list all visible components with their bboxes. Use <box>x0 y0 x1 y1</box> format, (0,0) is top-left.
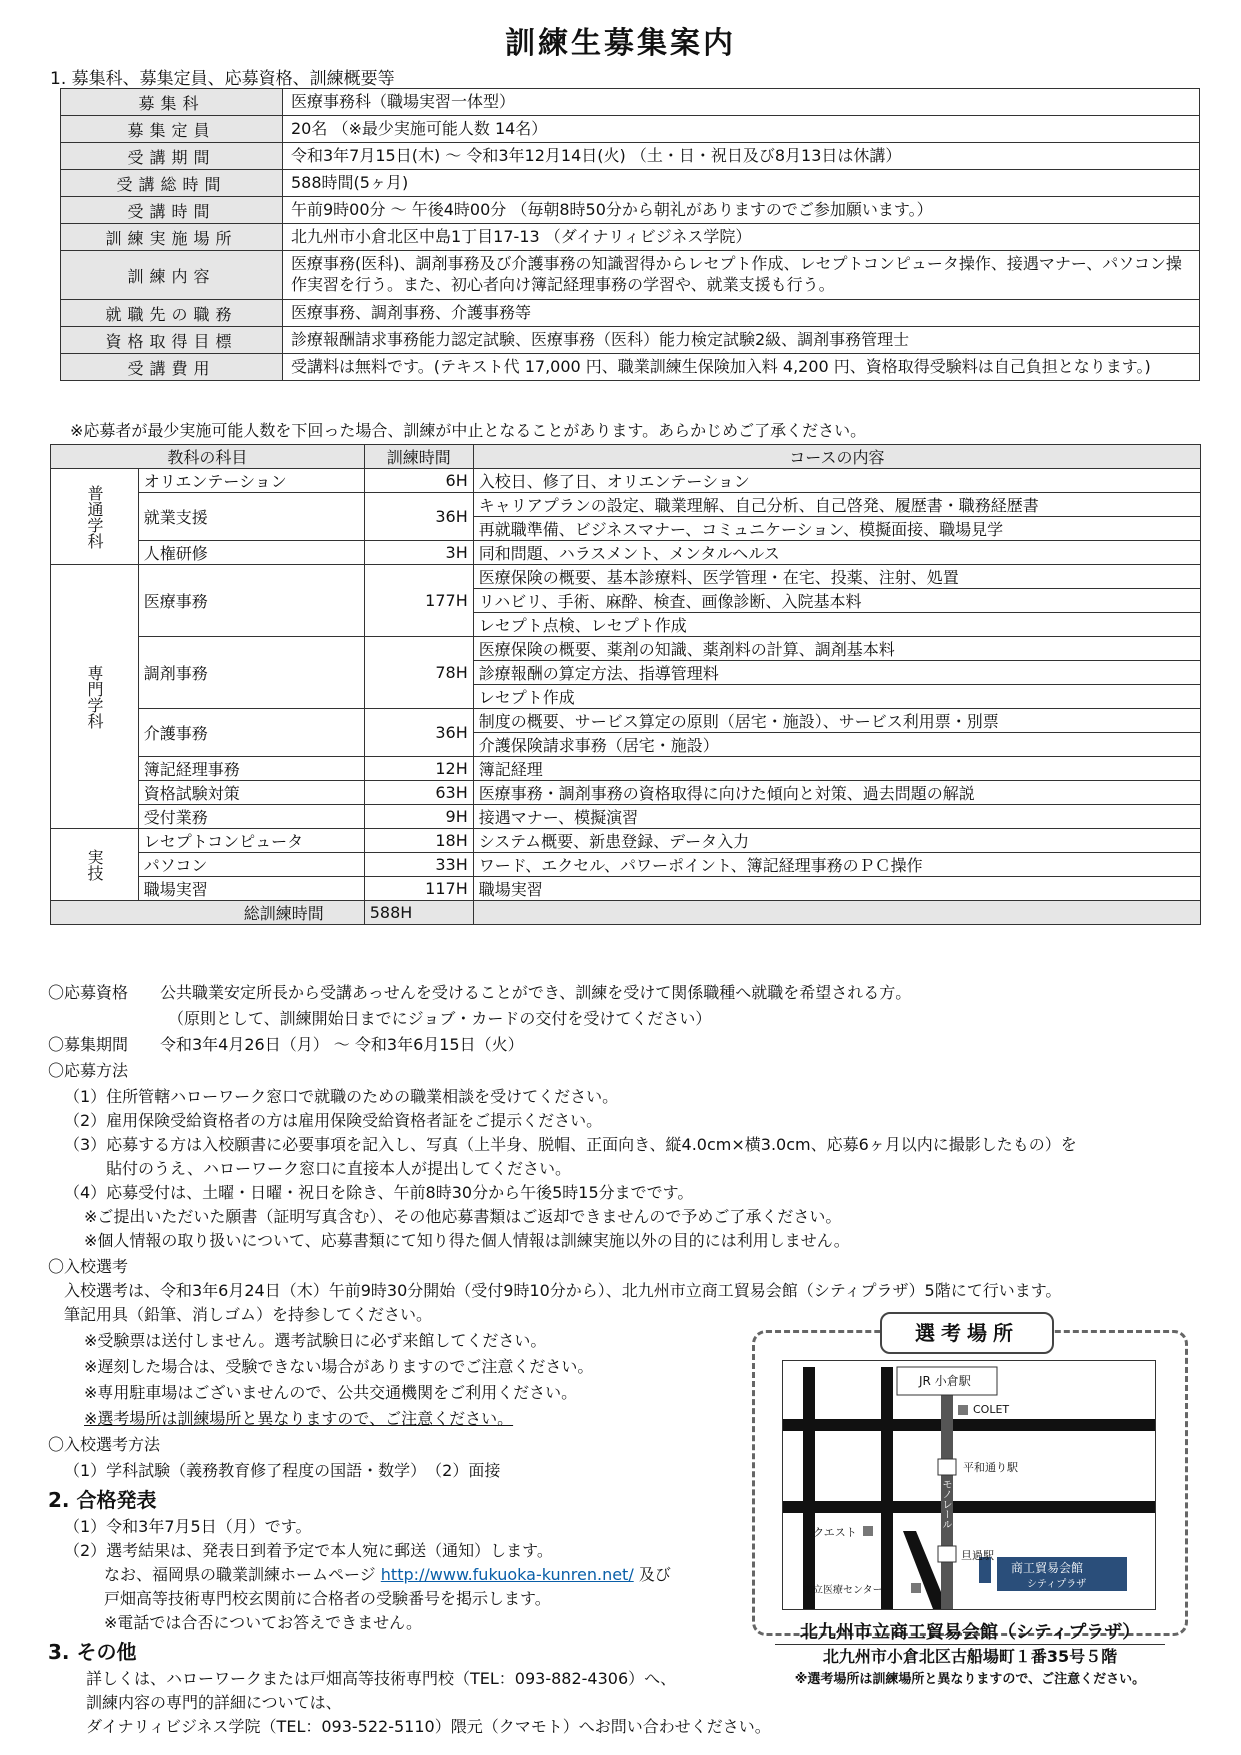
result-note: ※電話では合否についてお答えできません。 <box>104 1613 423 1632</box>
map-title: 選考場所 <box>880 1312 1054 1354</box>
qualification-line: 〇応募資格 公共職業安定所長から受講あっせんを受けることができ、訓練を受けて関係職種へ就職を希望される方。 <box>48 983 912 1002</box>
content: 同和問題、ハラスメント、メンタルヘルス <box>473 541 1200 565</box>
selection-line: 入校選考は、令和3年6月24日（木）午前9時30分開始（受付9時10分から）、北九州市立商工貿易会館（シティプラザ）5階にて行います。 <box>64 1281 1062 1300</box>
overview-value: 医療事務科（職場実習一体型） <box>283 89 1200 116</box>
content: 簿記経理 <box>473 757 1200 781</box>
result-item: 戸畑高等技術専門校玄関前に合格者の受験番号を掲示します。 <box>104 1589 551 1608</box>
curriculum-header: 訓練時間 <box>364 445 473 469</box>
venue-label: 商工貿易会館 <box>1011 1561 1084 1575</box>
heiwa-station-marker <box>938 1459 956 1475</box>
selection-method-heading: 〇入校選考方法 <box>48 1435 161 1454</box>
curriculum-header: 教科の科目 <box>51 445 365 469</box>
content: レセプト点検、レセプト作成 <box>473 613 1200 637</box>
hours: 63H <box>364 781 473 805</box>
hours: 36H <box>364 493 473 541</box>
subject: 就業支援 <box>138 493 364 541</box>
method-heading: 〇応募方法 <box>48 1061 129 1080</box>
selection-note: ※受験票は送付しません。選考試験日に必ず来館してください。 <box>84 1331 547 1350</box>
overview-key: 受講時間 <box>61 197 283 224</box>
overview-key: 資格取得目標 <box>61 327 283 354</box>
quest-marker <box>863 1526 873 1536</box>
content: 接遇マナー、模擬演習 <box>473 805 1200 829</box>
map-road <box>783 1501 1155 1513</box>
subject: 医療事務 <box>138 565 364 637</box>
total-label: 総訓練時間 <box>51 901 365 925</box>
section3-heading: 3. その他 <box>48 1640 137 1664</box>
overview-key: 就職先の職務 <box>61 300 283 327</box>
page-title: 訓練生募集案内 <box>505 26 736 61</box>
map-road <box>803 1367 815 1609</box>
subject: 職場実習 <box>138 877 364 901</box>
hours: 177H <box>364 565 473 637</box>
subject: 人権研修 <box>138 541 364 565</box>
map-road <box>881 1367 893 1609</box>
total-hours: 588H <box>364 901 473 925</box>
hours: 12H <box>364 757 473 781</box>
content: ワード、エクセル、パワーポイント、簿記経理事務のＰＣ操作 <box>473 853 1200 877</box>
selection-note: ※専用駐車場はございませんので、公共交通機関をご利用ください。 <box>84 1383 578 1402</box>
other-line: 詳しくは、ハローワークまたは戸畑高等技術専門校（TEL：093-882-4306）へ、 <box>86 1669 677 1688</box>
heiwa-label: 平和通り駅 <box>963 1461 1018 1474</box>
result-homepage-text: なお、福岡県の職業訓練ホームページ <box>104 1565 376 1584</box>
subject: 受付業務 <box>138 805 364 829</box>
colet-marker <box>958 1405 968 1415</box>
content: 医療事務・調剤事務の資格取得に向けた傾向と対策、過去問題の解説 <box>473 781 1200 805</box>
overview-value: 588時間(5ヶ月) <box>283 170 1200 197</box>
section1-heading: 1. 募集科、募集定員、応募資格、訓練概要等 <box>50 69 395 89</box>
curriculum-table <box>50 444 1201 925</box>
selection-line: 筆記用具（鉛筆、消しゴム）を持参してください。 <box>64 1305 433 1324</box>
tanga-station-marker <box>938 1546 956 1562</box>
selection-note: ※遅刻した場合は、受験できない場合がありますのでご注意ください。 <box>84 1357 594 1376</box>
method-note: ※ご提出いただいた願書（証明写真含む）、その他応募書類はご返却できませんので予めご了承ください。 <box>84 1207 842 1226</box>
subject: 調剤事務 <box>138 637 364 709</box>
content: 医療保険の概要、薬剤の知識、薬剤料の計算、調剤基本料 <box>473 637 1200 661</box>
subject: 簿記経理事務 <box>138 757 364 781</box>
overview-table <box>60 88 1200 381</box>
section2-heading: 2. 合格発表 <box>48 1488 157 1512</box>
subject: パソコン <box>138 853 364 877</box>
map-graphic <box>783 1361 1155 1609</box>
hours: 3H <box>364 541 473 565</box>
overview-key: 募集科 <box>61 89 283 116</box>
hours: 36H <box>364 709 473 757</box>
subject: レセプトコンピュータ <box>138 829 364 853</box>
content: 再就職準備、ビジネスマナー、コミュニケーション、模擬面接、職場見学 <box>473 517 1200 541</box>
overview-value: 令和3年7月15日(木) ～ 令和3年12月14日(火) （土・日・祝日及び8月13日は休講） <box>283 143 1200 170</box>
selection-note: ※選考場所は訓練場所と異なりますので、ご注意ください。 <box>84 1409 514 1428</box>
category-practical: 実技 <box>51 829 139 901</box>
method-note: ※個人情報の取り扱いについて、応募書類にて知り得た個人情報は訓練実施以外の目的には利用しません。 <box>84 1231 850 1250</box>
total-blank <box>473 901 1200 925</box>
content: リハビリ、手術、麻酔、検査、画像診断、入院基本料 <box>473 589 1200 613</box>
overview-value: 受講料は無料です。(テキスト代 17,000 円、職業訓練生保険加入料 4,200 円、資格取得受験料は自己負担となります。) <box>283 354 1200 381</box>
content: レセプト作成 <box>473 685 1200 709</box>
result-homepage-and: 及び <box>638 1565 671 1584</box>
curriculum-header: コースの内容 <box>473 445 1200 469</box>
content: キャリアプランの設定、職業理解、自己分析、自己啓発、履歴書・職務経歴書 <box>473 493 1200 517</box>
overview-key: 受講費用 <box>61 354 283 381</box>
station-label: JR 小倉駅 <box>919 1374 971 1388</box>
method-item-cont: 貼付のうえ、ハローワーク窓口に直接本人が提出してください。 <box>106 1159 571 1178</box>
hours: 117H <box>364 877 473 901</box>
hospital-marker <box>911 1583 921 1593</box>
hours: 78H <box>364 637 473 709</box>
overview-value: 医療事務(医科)、調剤事務及び介護事務の知識習得からレセプト作成、レセプトコンピュータ操作、接遇マナー、パソコン操作実習を行う。また、初心者向け簿記経理事務の学習や、就業支援も行う。 <box>283 251 1200 300</box>
category-general: 普通学科 <box>51 469 139 565</box>
content: 介護保険請求事務（居宅・施設） <box>473 733 1200 757</box>
overview-key: 受講総時間 <box>61 170 283 197</box>
qualification-note: （原則として、訓練開始日までにジョブ・カードの交付を受けてください） <box>168 1009 712 1028</box>
overview-value: 午前9時00分 ～ 午後4時00分 （毎朝8時50分から朝礼がありますのでご参加願います。） <box>283 197 1200 224</box>
result-homepage-line <box>104 1562 671 1585</box>
overview-key: 訓練実施場所 <box>61 224 283 251</box>
tanga-label: 旦過駅 <box>961 1549 994 1562</box>
content: システム概要、新患登録、データ入力 <box>473 829 1200 853</box>
venue-address: 北九州市小倉北区古船場町１番35号５階 <box>822 1647 1118 1666</box>
venue-sublabel: シティプラザ <box>1027 1579 1087 1590</box>
kunren-link[interactable]: http://www.fukuoka-kunren.net/ <box>380 1565 634 1584</box>
content: 職場実習 <box>473 877 1200 901</box>
hours: 6H <box>364 469 473 493</box>
method-item: （1）住所管轄ハローワーク窓口で就職のための職業相談を受けてください。 <box>64 1087 619 1106</box>
selection-heading: 〇入校選考 <box>48 1257 129 1276</box>
hours: 9H <box>364 805 473 829</box>
content: 診療報酬の算定方法、指導管理料 <box>473 661 1200 685</box>
overview-value: 北九州市小倉北区中島1丁目17-13 （ダイナリィビジネス学院） <box>283 224 1200 251</box>
overview-key: 訓練内容 <box>61 251 283 300</box>
content: 制度の概要、サービス算定の原則（居宅・施設）、サービス利用票・別票 <box>473 709 1200 733</box>
overview-note: ※応募者が最少実施可能人数を下回った場合、訓練が中止となることがあります。あらかじめご了承ください。 <box>70 421 867 440</box>
method-item: （4）応募受付は、土曜・日曜・祝日を除き、午前8時30分から午後5時15分までです。 <box>64 1183 694 1202</box>
subject: 資格試験対策 <box>138 781 364 805</box>
hospital-label: 市立医療センター <box>803 1585 883 1596</box>
method-item: （2）雇用保険受給資格者の方は雇用保険受給資格者証をご提示ください。 <box>64 1111 603 1130</box>
content: 入校日、修了日、オリエンテーション <box>473 469 1200 493</box>
map-road <box>783 1419 1155 1431</box>
overview-value: 医療事務、調剤事務、介護事務等 <box>283 300 1200 327</box>
monorail-label: モノレール <box>940 1479 951 1529</box>
overview-key: 受講期間 <box>61 143 283 170</box>
venue-name: 北九州市立商工貿易会館（シティプラザ） <box>775 1618 1165 1645</box>
hours: 18H <box>364 829 473 853</box>
overview-key: 募集定員 <box>61 116 283 143</box>
overview-value: 診療報酬請求事務能力認定試験、医療事務（医科）能力検定試験2級、調剤事務管理士 <box>283 327 1200 354</box>
hours: 33H <box>364 853 473 877</box>
subject: 介護事務 <box>138 709 364 757</box>
subject: オリエンテーション <box>138 469 364 493</box>
colet-label: COLET <box>973 1403 1010 1416</box>
recruitment-period: 〇募集期間 令和3年4月26日（月） ～ 令和3年6月15日（火） <box>48 1035 524 1054</box>
other-line: 訓練内容の専門的詳細については、 <box>86 1693 342 1712</box>
venue-note: ※選考場所は訓練場所と異なりますので、ご注意ください。 <box>794 1672 1146 1687</box>
category-special: 専門学科 <box>51 565 139 829</box>
result-item: （2）選考結果は、発表日到着予定で本人宛に郵送（通知）します。 <box>64 1541 553 1560</box>
overview-value: 20名 （※最少実施可能人数 14名） <box>283 116 1200 143</box>
content: 医療保険の概要、基本診療料、医学管理・在宅、投薬、注射、処置 <box>473 565 1200 589</box>
map <box>782 1360 1156 1610</box>
selection-method: （1）学科試験（義務教育修了程度の国語・数学） （2）面接 <box>64 1461 501 1480</box>
method-item: （3）応募する方は入校願書に必要事項を記入し、写真（上半身、脱帽、正面向き、縦4.0cm×横3.0cm、応募6ヶ月以内に撮影したもの）を <box>64 1135 1077 1154</box>
quest-label: クエスト <box>813 1526 857 1539</box>
result-item: （1）令和3年7月5日（月）です。 <box>64 1517 312 1536</box>
other-line: ダイナリィビジネス学院（TEL：093-522-5110）隈元（クマモト）へお問い合わせください。 <box>86 1717 771 1736</box>
